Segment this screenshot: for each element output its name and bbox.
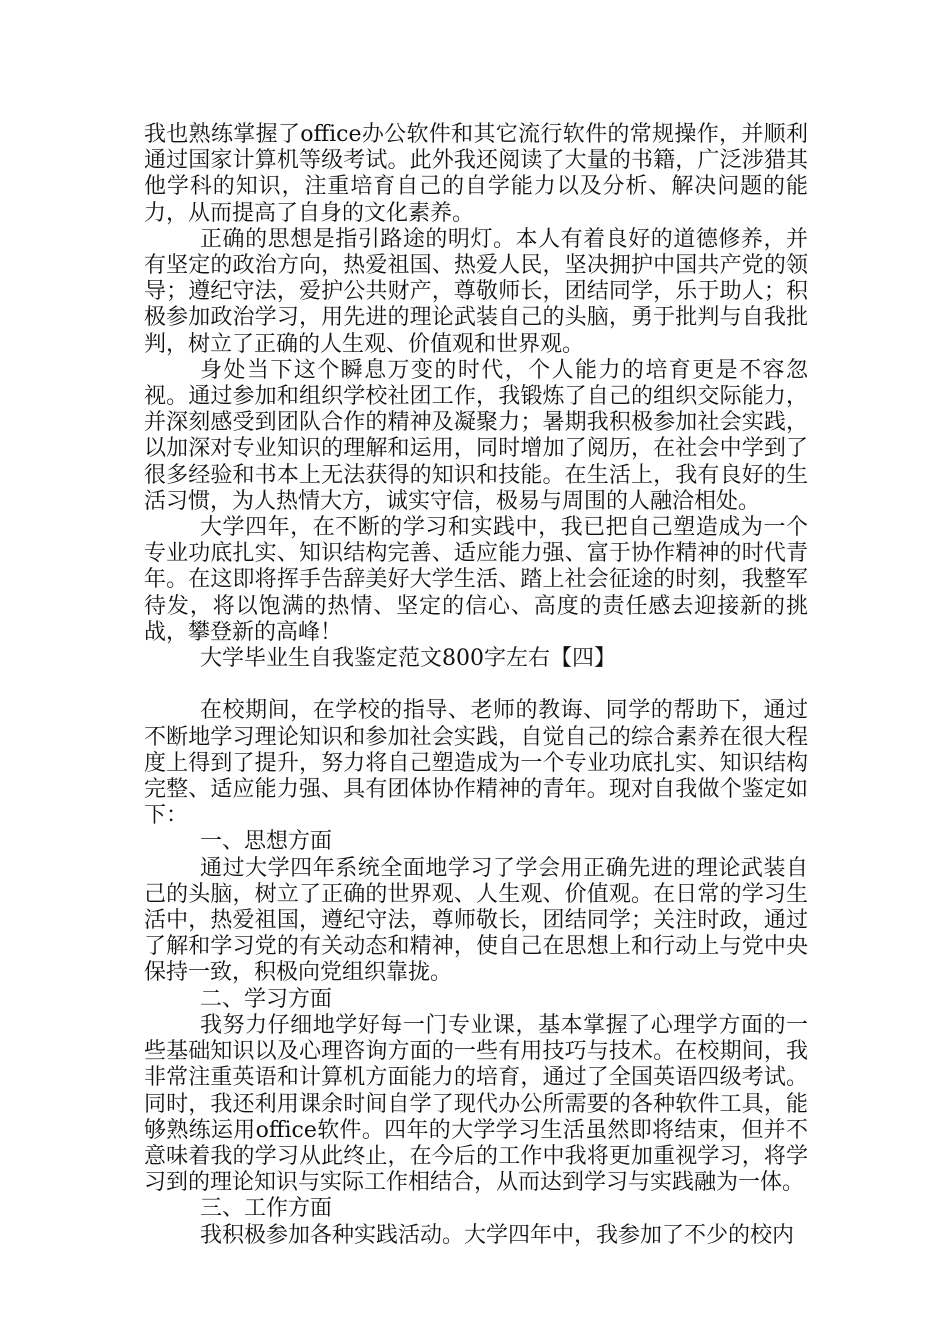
paragraph-7: 我努力仔细地学好每一门专业课，基本掌握了心理学方面的一些基础知识以及心理咨询方面的一些有用技巧与技术。在校期间，我非常注重英语和计算机方面能力的培育，通过了全国英语四级考试。同时，我还利用课余时间自学了现代办公所需要的各种软件工具，能够熟练运用office软件。四年的大学学习生活虽然即将结束，但并不意味着我的学习从此终止，在今后的工作中我将更加重视学习，将学习到的理论知识与实际工作相结合，从而达到学习与实践融为一体。	[144, 1012, 808, 1196]
paragraph-4: 大学四年，在不断的学习和实践中，我已把自己塑造成为一个专业功底扎实、知识结构完善、适应能力强、富于协作精神的时代青年。在这即将挥手告辞美好大学生活、踏上社会征途的时刻，我整军待发，将以饱满的热情、坚定的信心、高度的责任感去迎接新的挑战，攀登新的高峰！	[144, 515, 808, 645]
paragraph-2: 正确的思想是指引路途的明灯。本人有着良好的道德修养，并有坚定的政治方向，热爱祖国、热爱人民，坚决拥护中国共产党的领导；遵纪守法，爱护公共财产，尊敬师长，团结同学，乐于助人；积极参加政治学习，用先进的理论武装自己的头脑，勇于批判与自我批判，树立了正确的人生观、价值观和世界观。	[144, 226, 808, 357]
paragraph-6: 通过大学四年系统全面地学习了学会用正确先进的理论武装自己的头脑，树立了正确的世界观、人生观、价值观。在日常的学习生活中，热爱祖国，遵纪守法，尊师敬长，团结同学；关注时政，通过了解和学习党的有关动态和精神，使自己在思想上和行动上与党中央保持一致，积极向党组织靠拢。	[144, 855, 808, 986]
paragraph-3: 身处当下这个瞬息万变的时代，个人能力的培育更是不容忽视。通过参加和组织学校社团工作，我锻炼了自己的组织交际能力，并深刻感受到团队合作的精神及凝聚力；暑期我积极参加社会实践，以加深对专业知识的理解和运用，同时增加了阅历，在社会中学到了很多经验和书本上无法获得的知识和技能。在生活上，我有良好的生活习惯，为人热情大方，诚实守信，极易与周围的人融洽相处。	[144, 357, 808, 514]
paragraph-1: 我也熟练掌握了office办公软件和其它流行软件的常规操作，并顺利通过国家计算机等级考试。此外我还阅读了大量的书籍，广泛涉猎其他学科的知识，注重培育自己的自学能力以及分析、解决问题的能力，从而提高了自身的文化素养。	[144, 122, 808, 226]
heading-work: 三、工作方面	[200, 1196, 333, 1222]
section-title: 大学毕业生自我鉴定范文800字左右【四】	[200, 646, 616, 672]
paragraph-5: 在校期间，在学校的指导、老师的教诲、同学的帮助下，通过不断地学习理论知识和参加社会实践，自觉自己的综合素养在很大程度上得到了提升，努力将自己塑造成为一个专业功底扎实、知识结构完整、适应能力强、具有团体协作精神的青年。现对自我做个鉴定如下：	[144, 698, 808, 829]
paragraph-8: 我积极参加各种实践活动。大学四年中，我参加了不少的校内	[200, 1222, 795, 1248]
heading-ideology: 一、思想方面	[200, 829, 333, 855]
blank-line	[144, 672, 808, 698]
heading-study: 二、学习方面	[200, 986, 333, 1012]
document-page	[144, 122, 808, 1249]
